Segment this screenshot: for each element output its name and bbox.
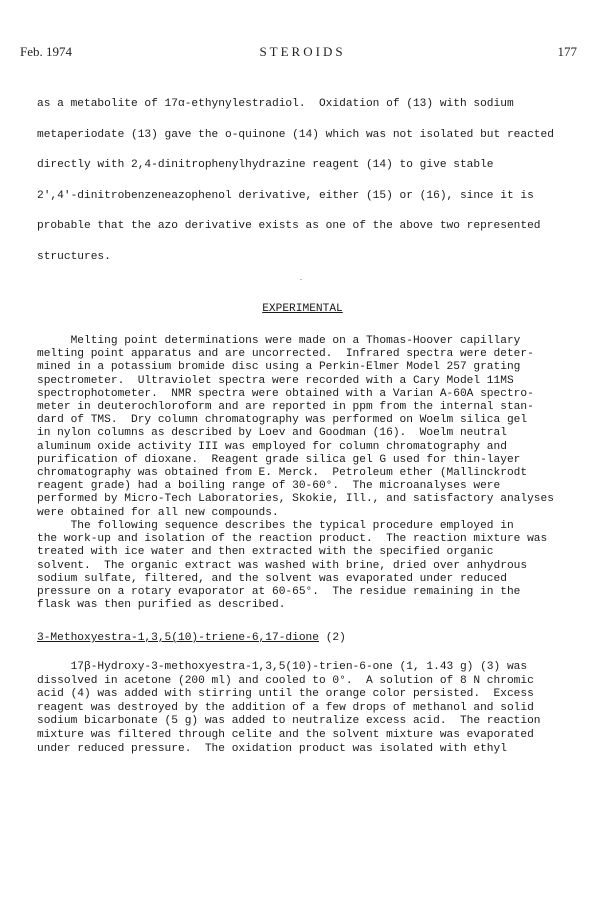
paragraph-1-line: dard of TMS. Dry column chromatography was performed on Woelm silica gel: [37, 414, 528, 427]
scan-speck: [300, 279, 302, 280]
intro-line: 2',4'-dinitrobenzeneazophenol derivative, either (15) or (16), since it is: [37, 189, 534, 202]
paragraph-1-line: Melting point determinations were made on a Thomas-Hoover capillary: [37, 335, 521, 347]
intro-line: structures.: [37, 250, 111, 263]
paragraph-1-line: chromatography was obtained from E. Merck. Petroleum ether (Mallinckrodt: [37, 467, 528, 479]
paragraph-2-line: treated with ice water and then extracted with the specified organic: [37, 546, 494, 559]
paragraph-1-line: mined in a potassium bromide disc using a Perkin-Elmer Model 257 grating: [37, 361, 521, 374]
paragraph-1-line: performed by Micro-Tech Laboratories, Skokie, Ill., and satisfactory analyses: [37, 493, 554, 506]
paragraph-3-line: acid (4) was added with stirring until the orange color persisted. Excess: [37, 688, 534, 701]
paragraph-1-line: in nylon columns as described by Loev and Goodman (16). Woelm neutral: [37, 427, 507, 440]
paragraph-2-line: The following sequence describes the typical procedure employed in: [37, 520, 514, 532]
header-journal-title: STEROIDS: [259, 44, 346, 59]
paragraph-2-line: pressure on a rotary evaporator at 60-65°. The residue remaining in the: [37, 586, 521, 598]
paragraph-1-line: aluminum oxide activity III was employed for column chromatography and: [37, 440, 507, 453]
section-title-experimental: EXPERIMENTAL: [262, 303, 343, 315]
intro-line: as a metabolite of 17α-ethynylestradiol. Oxidation of (13) with sodium: [37, 98, 514, 110]
compound-heading-name: 3-Methoxyestra-1,3,5(10)-triene-6,17-dione: [37, 632, 319, 644]
paragraph-1-line: melting point apparatus and are uncorrected. Infrared spectra were deter-: [37, 348, 534, 361]
paragraph-2-line: flask was then purified as described.: [37, 599, 286, 612]
compound-heading-number: (2): [325, 632, 346, 644]
intro-line: metaperiodate (13) gave the o-quinone (14) which was not isolated but reacted: [37, 128, 554, 141]
paragraph-3-line: reagent was destroyed by the addition of a few drops of methanol and solid: [37, 701, 534, 714]
paragraph-3-line: mixture was filtered through celite and the solvent mixture was evaporated: [37, 729, 534, 741]
paragraph-3-line: dissolved in acetone (200 ml) and cooled to 0°. A solution of 8 N chromic: [37, 674, 534, 687]
paragraph-3-line: under reduced pressure. The oxidation product was isolated with ethyl: [37, 742, 507, 755]
header-page-number: 177: [557, 44, 577, 59]
intro-line: directly with 2,4-dinitrophenylhydrazine reagent (14) to give stable: [37, 159, 494, 171]
paragraph-2-line: sodium sulfate, filtered, and the solvent was evaporated under reduced: [37, 572, 507, 585]
paragraph-1-line: spectrophotometer. NMR spectra were obtained with a Varian A-60A spectro-: [37, 387, 534, 400]
intro-line: probable that the azo derivative exists as one of the above two represented: [37, 220, 541, 232]
compound-heading: [37, 632, 346, 644]
paragraph-1-line: were obtained for all new compounds.: [37, 506, 279, 519]
paragraph-2-line: solvent. The organic extract was washed with brine, dried over anhydrous: [37, 559, 528, 572]
paragraph-3-line: 17β-Hydroxy-3-methoxyestra-1,3,5(10)-trien-6-one (1, 1.43 g) (3) was: [37, 661, 528, 673]
paragraph-2-line: the work-up and isolation of the reaction product. The reaction mixture was: [37, 533, 548, 546]
header-date: Feb. 1974: [20, 44, 72, 59]
paragraph-1-line: purification of dioxane. Reagent grade silica gel G used for thin-layer: [37, 453, 521, 466]
paragraph-1-line: spectrometer. Ultraviolet spectra were recorded with a Cary Model 11MS: [37, 374, 514, 387]
paragraph-1-line: reagent grade) had a boiling range of 30-60°. The microanalyses were: [37, 480, 501, 493]
paragraph-3-line: sodium bicarbonate (5 g) was added to neutralize excess acid. The reaction: [37, 715, 541, 728]
paragraph-1-line: meter in deuterochloroform and are reported in ppm from the internal stan-: [37, 401, 534, 413]
